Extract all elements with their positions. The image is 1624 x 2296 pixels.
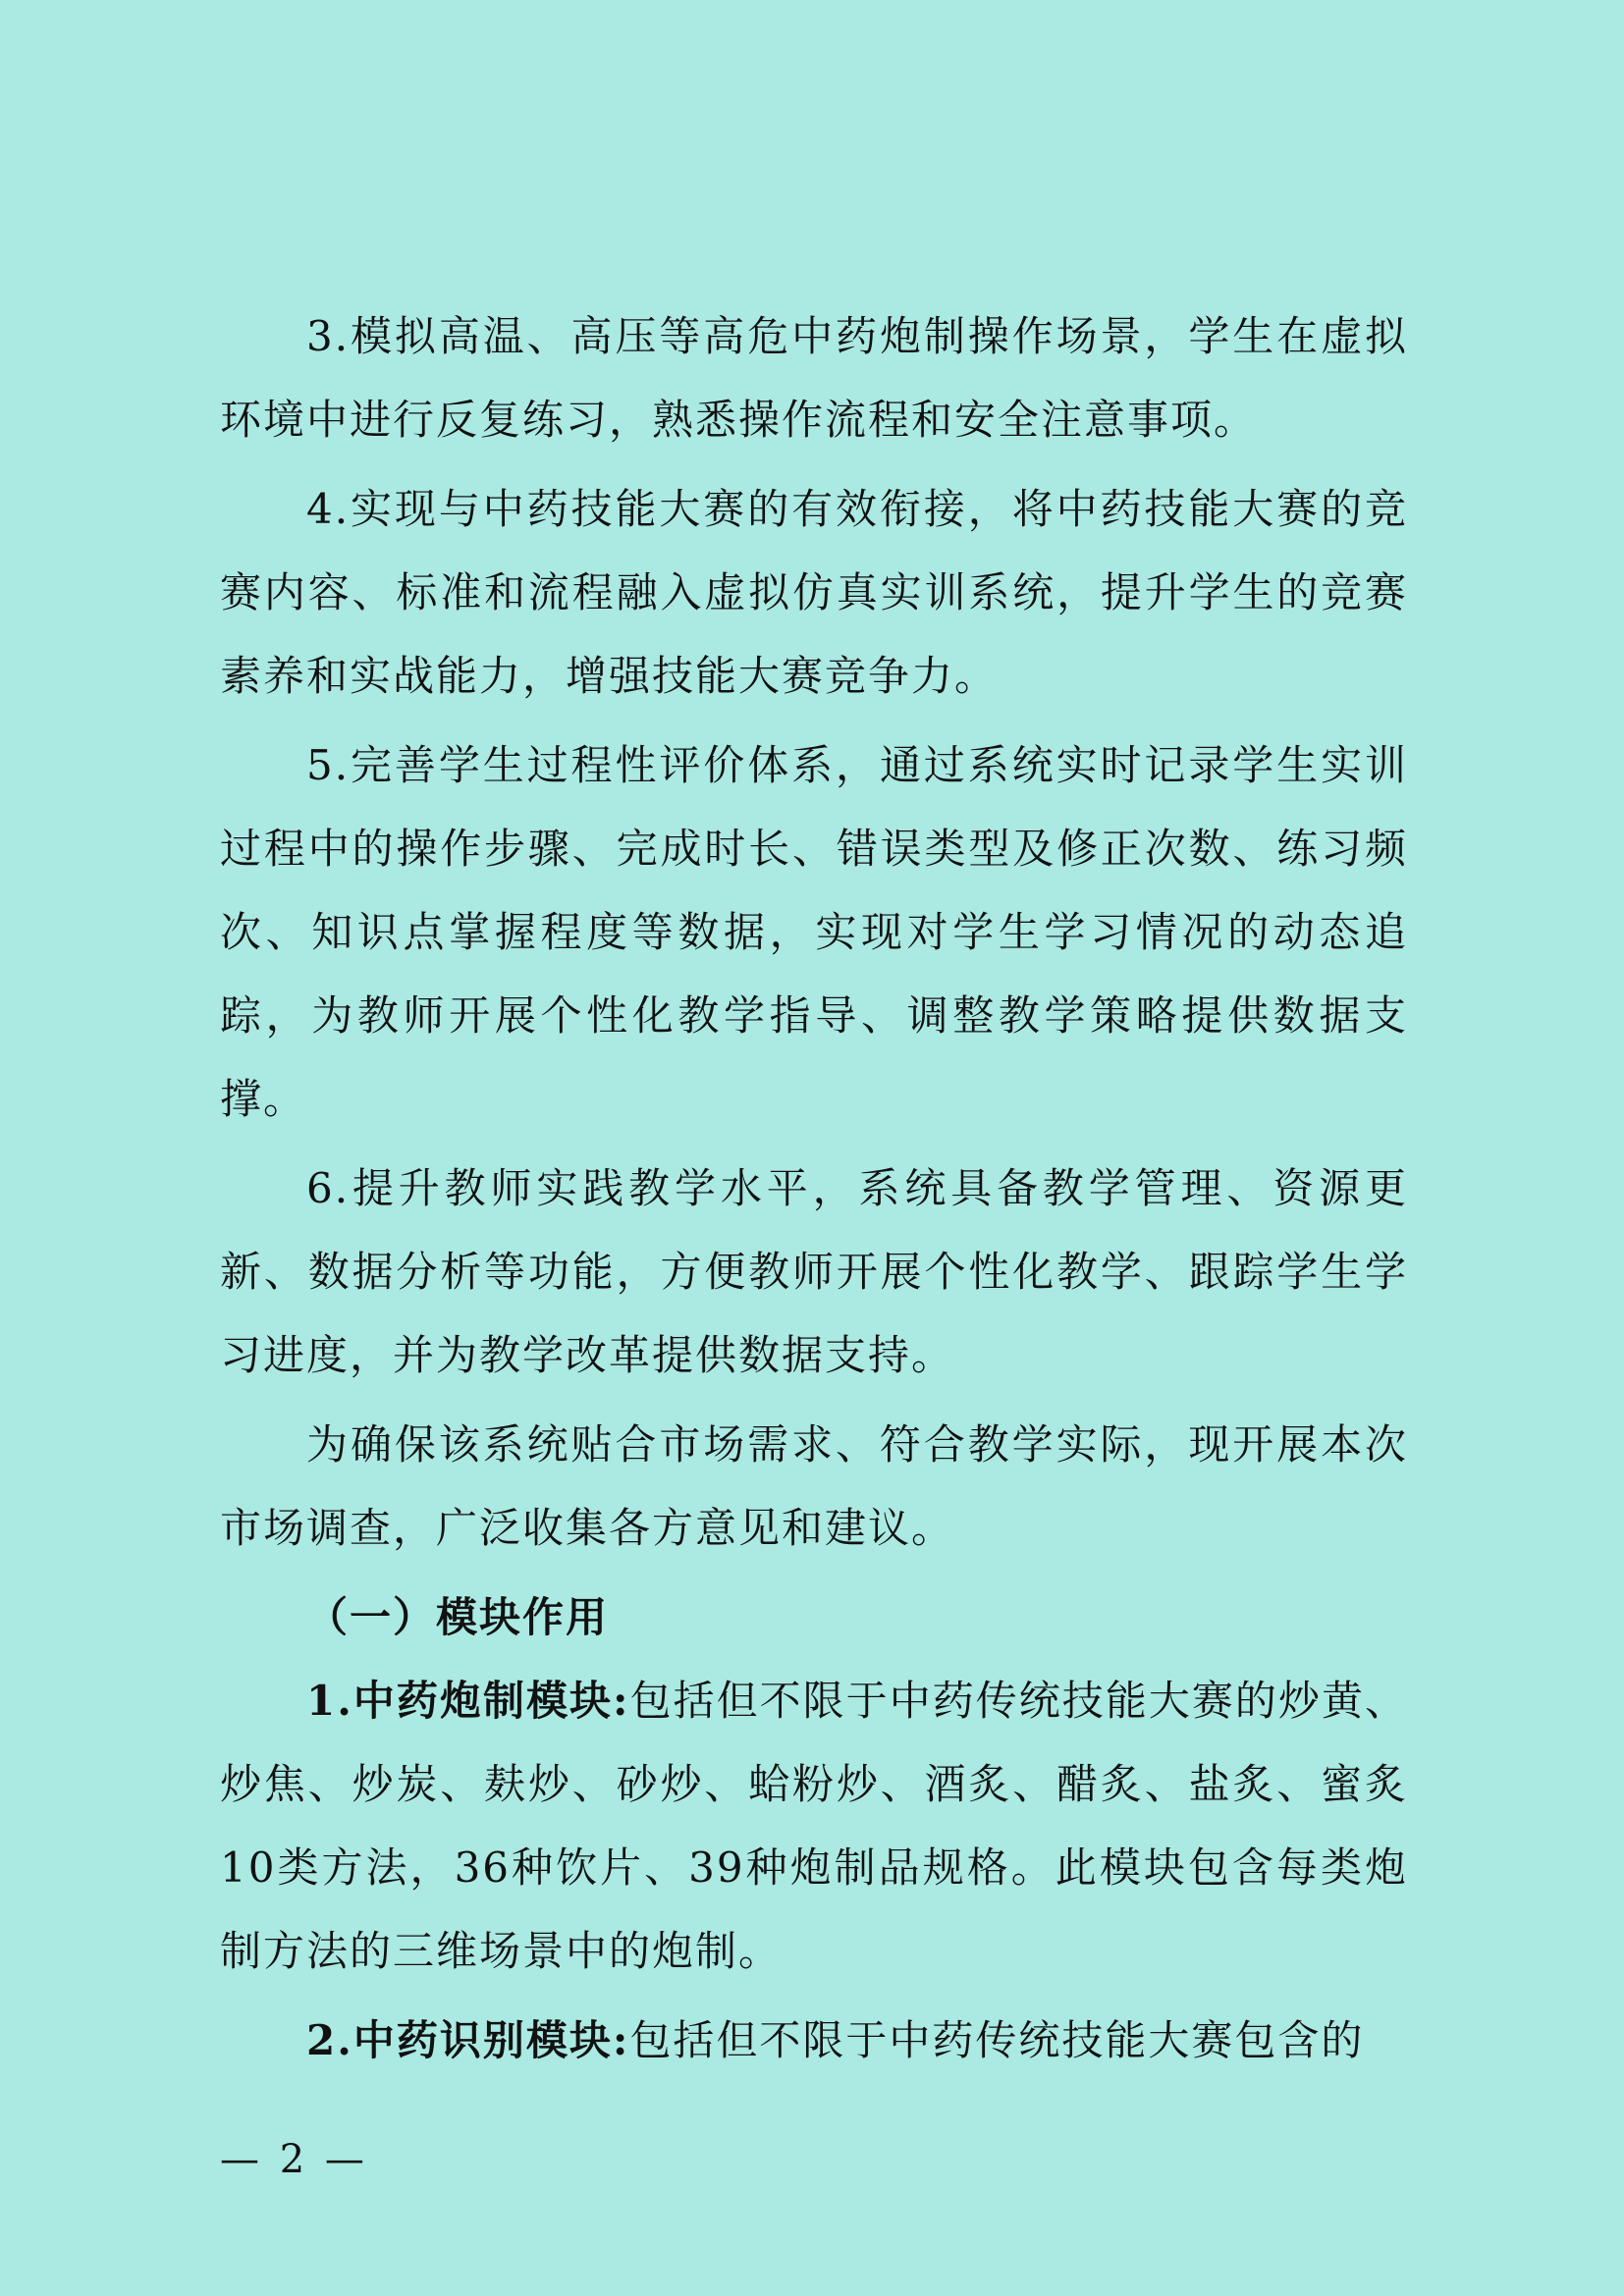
module-1-paragraph: [220, 1659, 1408, 1993]
paragraph-item-5: 5.完善学生过程性评价体系，通过系统实时记录学生实训过程中的操作步骤、完成时长、错误类型及修正次数、练习频次、知识点掌握程度等数据，实现对学生学习情况的动态追踪，为教师开展个性化教学指导、调整教学策略提供数据支撑。: [220, 741, 1408, 1123]
module-2-title: 2.中药识别模块:: [306, 2016, 630, 2064]
page-number: — 2 —: [220, 2137, 368, 2182]
module-2-paragraph: [220, 1999, 1408, 2082]
module-1-title: 1.中药炮制模块:: [306, 1677, 630, 1725]
paragraph-item-3: 3.模拟高温、高压等高危中药炮制操作场景，学生在虚拟环境中进行反复练习，熟悉操作流程和安全注意事项。: [220, 312, 1408, 444]
section-heading: （一）模块作用: [306, 1593, 610, 1641]
document-body: [220, 294, 1408, 2088]
paragraph-item-4: 4.实现与中药技能大赛的有效衔接，将中药技能大赛的竞赛内容、标准和流程融入虚拟仿真实训系统，提升学生的竞赛素养和实战能力，增强技能大赛竞争力。: [220, 485, 1408, 700]
module-1-body: 包括但不限于中药传统技能大赛的炒黄、炒焦、炒炭、麸炒、砂炒、蛤粉炒、酒炙、醋炙、盐炙、蜜炙10类方法，36种饮片、39种炮制品规格。此模块包含每类炮制方法的三维场景中的炮制。: [220, 1677, 1408, 1975]
paragraph-survey-purpose: 为确保该系统贴合市场需求、符合教学实际，现开展本次市场调查，广泛收集各方意见和建议。: [220, 1420, 1408, 1552]
paragraph-item-6: 6.提升教师实践教学水平，系统具备教学管理、资源更新、数据分析等功能，方便教师开展个性化教学、跟踪学生学习进度，并为教学改革提供数据支持。: [220, 1164, 1408, 1379]
module-2-body: 包括但不限于中药传统技能大赛包含的: [629, 2016, 1365, 2064]
